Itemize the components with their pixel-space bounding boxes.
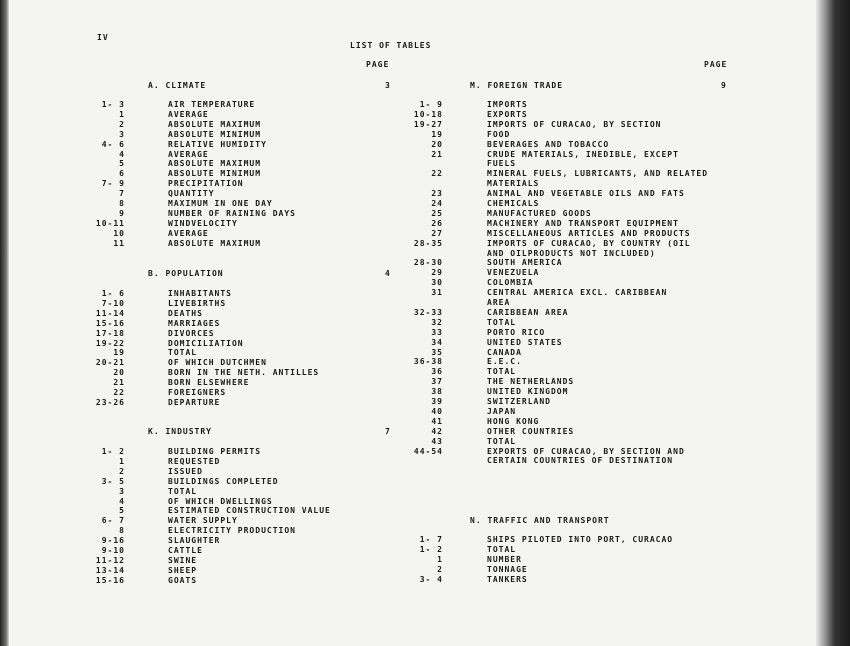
table-number: 7 bbox=[119, 189, 125, 199]
table-title: OTHER COUNTRIES bbox=[487, 426, 575, 436]
table-title: NUMBER OF RAINING DAYS bbox=[168, 208, 296, 218]
table-title: UNITED KINGDOM bbox=[487, 387, 569, 397]
table-title: CRUDE MATERIALS, INEDIBLE, EXCEPT bbox=[487, 149, 679, 159]
table-number: 20 bbox=[431, 139, 443, 149]
table-title: SOUTH AMERICA bbox=[487, 258, 563, 268]
table-title: ABSOLUTE MAXIMUM bbox=[168, 119, 262, 129]
table-title: HONG KONG bbox=[487, 416, 540, 426]
table-title: TOTAL bbox=[168, 348, 198, 358]
table-number: 25 bbox=[431, 208, 443, 218]
table-number: 1- 2 bbox=[101, 447, 125, 456]
page-title: LIST OF TABLES bbox=[350, 41, 432, 50]
table-title: MAXIMUM IN ONE DAY bbox=[168, 199, 273, 208]
table-title: GOATS bbox=[168, 575, 198, 585]
table-title: DIVORCES bbox=[168, 328, 215, 338]
page-column-header-right: PAGE bbox=[704, 60, 728, 69]
table-title: EXPORTS OF CURACAO, BY SECTION AND bbox=[487, 446, 685, 456]
table-number: 26 bbox=[431, 218, 443, 228]
table-number: 19-27 bbox=[413, 119, 443, 129]
table-title: AVERAGE bbox=[168, 228, 209, 238]
table-number: 21 bbox=[431, 149, 443, 159]
table-number: 31 bbox=[431, 288, 443, 298]
table-number: 11 bbox=[113, 238, 125, 248]
table-number: 32 bbox=[431, 317, 443, 327]
table-number: 21 bbox=[113, 378, 125, 388]
section-page-number: 7 bbox=[385, 427, 391, 436]
table-number: 29 bbox=[431, 268, 443, 278]
table-number: 10 bbox=[113, 228, 125, 238]
table-title: TONNAGE bbox=[487, 564, 528, 574]
table-number: 36-38 bbox=[413, 357, 443, 367]
page-column-header-left: PAGE bbox=[366, 60, 390, 69]
table-number: 9-16 bbox=[101, 536, 125, 546]
document-page bbox=[9, 0, 816, 646]
table-number: 34 bbox=[431, 337, 443, 347]
table-number: 11-14 bbox=[95, 308, 125, 318]
table-title: TANKERS bbox=[487, 574, 528, 584]
table-number: 15-16 bbox=[95, 318, 125, 328]
table-number: 1- 6 bbox=[101, 289, 125, 298]
table-number: 32-33 bbox=[413, 307, 443, 317]
page-number-label: IV bbox=[97, 33, 109, 42]
table-title: OF WHICH DWELLINGS bbox=[168, 496, 273, 506]
table-title: UNITED STATES bbox=[487, 337, 563, 347]
table-title: REQUESTED bbox=[168, 456, 221, 466]
section-heading: A. CLIMATE bbox=[148, 81, 207, 90]
table-title: ABSOLUTE MINIMUM bbox=[168, 169, 262, 179]
table-title: TOTAL bbox=[487, 436, 517, 446]
table-number: 10-11 bbox=[95, 218, 125, 228]
section-page-number: 3 bbox=[385, 81, 391, 90]
table-number: 3 bbox=[119, 486, 125, 496]
section-page-number: 4 bbox=[385, 269, 391, 278]
table-title: BUILDINGS COMPLETED bbox=[168, 476, 279, 486]
table-number: 1- 7 bbox=[419, 535, 443, 544]
table-title: ABSOLUTE MAXIMUM bbox=[168, 238, 262, 248]
section-heading: K. INDUSTRY bbox=[148, 427, 212, 436]
table-title: MARRIAGES bbox=[168, 318, 221, 328]
table-title: COLOMBIA bbox=[487, 278, 534, 288]
table-title: LIVEBIRTHS bbox=[168, 298, 227, 308]
table-number: 11-12 bbox=[95, 555, 125, 565]
table-title: CHEMICALS bbox=[487, 199, 540, 208]
table-title: SLAUGHTER bbox=[168, 536, 221, 546]
table-number: 23-26 bbox=[95, 397, 125, 407]
table-number: 3 bbox=[119, 129, 125, 139]
table-title: PORTO RICO bbox=[487, 327, 546, 337]
table-number: 2 bbox=[119, 119, 125, 129]
table-number: 24 bbox=[431, 199, 443, 208]
table-number: 42 bbox=[431, 426, 443, 436]
table-title: BEVERAGES AND TOBACCO bbox=[487, 139, 610, 149]
table-number: 27 bbox=[431, 228, 443, 238]
table-title: DOMICILIATION bbox=[168, 338, 244, 348]
table-number: 6 bbox=[119, 169, 125, 179]
table-title: TOTAL bbox=[487, 317, 517, 327]
table-number: 44-54 bbox=[413, 446, 443, 456]
table-title: ANIMAL AND VEGETABLE OILS AND FATS bbox=[487, 189, 685, 199]
table-number: 28-30 bbox=[413, 258, 443, 268]
table-number: 1 bbox=[119, 109, 125, 119]
table-number: 37 bbox=[431, 377, 443, 387]
table-title: TOTAL bbox=[487, 367, 517, 377]
table-title: FOOD bbox=[487, 129, 511, 139]
table-number: 19 bbox=[113, 348, 125, 358]
table-title: ELECTRICITY PRODUCTION bbox=[168, 526, 296, 536]
table-title: CANADA bbox=[487, 347, 522, 357]
table-title: SWITZERLAND bbox=[487, 397, 551, 406]
table-title: OF WHICH DUTCHMEN bbox=[168, 358, 267, 368]
table-number: 10-18 bbox=[413, 109, 443, 119]
table-title: VENEZUELA bbox=[487, 268, 540, 278]
table-title: AND OILPRODUCTS NOT INCLUDED) bbox=[487, 248, 656, 258]
table-title: PRECIPITATION bbox=[168, 179, 244, 189]
table-number: 19 bbox=[431, 129, 443, 139]
table-number: 9-10 bbox=[101, 546, 125, 555]
table-title: IMPORTS OF CURACAO, BY SECTION bbox=[487, 119, 662, 129]
table-number: 39 bbox=[431, 397, 443, 406]
table-title: SHIPS PILOTED INTO PORT, CURACAO bbox=[487, 535, 674, 544]
table-title: INHABITANTS bbox=[168, 289, 232, 298]
table-number: 43 bbox=[431, 436, 443, 446]
table-title: IMPORTS bbox=[487, 100, 528, 109]
table-title: WINDVELOCITY bbox=[168, 218, 238, 228]
table-number: 8 bbox=[119, 526, 125, 536]
table-number: 17-18 bbox=[95, 328, 125, 338]
table-title: MINERAL FUELS, LUBRICANTS, AND RELATED bbox=[487, 169, 709, 179]
table-title: CERTAIN COUNTRIES OF DESTINATION bbox=[487, 456, 674, 466]
table-number: 4- 6 bbox=[101, 139, 125, 149]
table-number: 33 bbox=[431, 327, 443, 337]
table-title: BORN ELSEWHERE bbox=[168, 378, 250, 388]
table-title: AIR TEMPERATURE bbox=[168, 100, 256, 109]
table-number: 13-14 bbox=[95, 565, 125, 575]
table-number: 2 bbox=[437, 564, 443, 574]
section-heading: B. POPULATION bbox=[148, 269, 224, 278]
table-number: 36 bbox=[431, 367, 443, 377]
table-title: DEATHS bbox=[168, 308, 203, 318]
table-title: CENTRAL AMERICA EXCL. CARIBBEAN bbox=[487, 288, 668, 298]
table-number: 3- 4 bbox=[419, 574, 443, 584]
table-number: 1- 9 bbox=[419, 100, 443, 109]
scan-left-edge bbox=[0, 0, 9, 646]
table-title: EXPORTS bbox=[487, 109, 528, 119]
table-title: TOTAL bbox=[487, 544, 517, 554]
table-number: 1- 3 bbox=[101, 100, 125, 109]
table-number: 20-21 bbox=[95, 358, 125, 368]
table-title: SHEEP bbox=[168, 565, 198, 575]
table-number: 8 bbox=[119, 199, 125, 208]
table-number: 3- 5 bbox=[101, 476, 125, 486]
table-title: MANUFACTURED GOODS bbox=[487, 208, 592, 218]
table-number: 35 bbox=[431, 347, 443, 357]
table-number: 6- 7 bbox=[101, 516, 125, 526]
table-number: 30 bbox=[431, 278, 443, 288]
section-heading: N. TRAFFIC AND TRANSPORT bbox=[470, 516, 610, 525]
table-number: 40 bbox=[431, 406, 443, 416]
table-title: QUANTITY bbox=[168, 189, 215, 199]
table-title: TOTAL bbox=[168, 486, 198, 496]
table-number: 9 bbox=[119, 208, 125, 218]
table-number: 7-10 bbox=[101, 298, 125, 308]
table-number: 41 bbox=[431, 416, 443, 426]
table-title: ISSUED bbox=[168, 466, 203, 476]
table-number: 4 bbox=[119, 149, 125, 159]
table-title: RELATIVE HUMIDITY bbox=[168, 139, 267, 149]
table-number: 15-16 bbox=[95, 575, 125, 585]
table-title: MACHINERY AND TRANSPORT EQUIPMENT bbox=[487, 218, 679, 228]
table-number: 1 bbox=[437, 554, 443, 564]
table-number: 1- 2 bbox=[419, 544, 443, 554]
table-title: CARIBBEAN AREA bbox=[487, 307, 569, 317]
table-title: IMPORTS OF CURACAO, BY COUNTRY (OIL bbox=[487, 238, 691, 248]
table-title: FOREIGNERS bbox=[168, 388, 227, 397]
table-title: AVERAGE bbox=[168, 109, 209, 119]
table-number: 23 bbox=[431, 189, 443, 199]
table-number: 2 bbox=[119, 466, 125, 476]
table-number: 19-22 bbox=[95, 338, 125, 348]
table-title: ABSOLUTE MAXIMUM bbox=[168, 159, 262, 169]
table-title: CATTLE bbox=[168, 546, 203, 555]
table-number: 1 bbox=[119, 456, 125, 466]
table-title: ABSOLUTE MINIMUM bbox=[168, 129, 262, 139]
book-binding-edge bbox=[816, 0, 850, 646]
table-title: E.E.C. bbox=[487, 357, 522, 367]
table-title: MATERIALS bbox=[487, 179, 540, 189]
section-heading: M. FOREIGN TRADE bbox=[470, 81, 564, 90]
table-number: 4 bbox=[119, 496, 125, 506]
table-title: ESTIMATED CONSTRUCTION VALUE bbox=[168, 506, 331, 516]
table-title: BORN IN THE NETH. ANTILLES bbox=[168, 368, 320, 378]
table-number: 20 bbox=[113, 368, 125, 378]
table-title: MISCELLANEOUS ARTICLES AND PRODUCTS bbox=[487, 228, 691, 238]
table-title: FUELS bbox=[487, 159, 517, 169]
table-title: SWINE bbox=[168, 555, 198, 565]
table-title: DEPARTURE bbox=[168, 397, 221, 407]
table-title: AREA bbox=[487, 298, 511, 307]
table-number: 28-35 bbox=[413, 238, 443, 248]
table-title: NUMBER bbox=[487, 554, 522, 564]
table-number: 5 bbox=[119, 506, 125, 516]
table-number: 5 bbox=[119, 159, 125, 169]
table-number: 22 bbox=[113, 388, 125, 397]
table-number: 22 bbox=[431, 169, 443, 179]
table-number: 38 bbox=[431, 387, 443, 397]
section-page-number: 9 bbox=[721, 81, 727, 90]
table-title: WATER SUPPLY bbox=[168, 516, 238, 526]
table-title: JAPAN bbox=[487, 406, 517, 416]
table-title: THE NETHERLANDS bbox=[487, 377, 575, 387]
table-title: BUILDING PERMITS bbox=[168, 447, 262, 456]
table-title: AVERAGE bbox=[168, 149, 209, 159]
table-number: 7- 9 bbox=[101, 179, 125, 189]
